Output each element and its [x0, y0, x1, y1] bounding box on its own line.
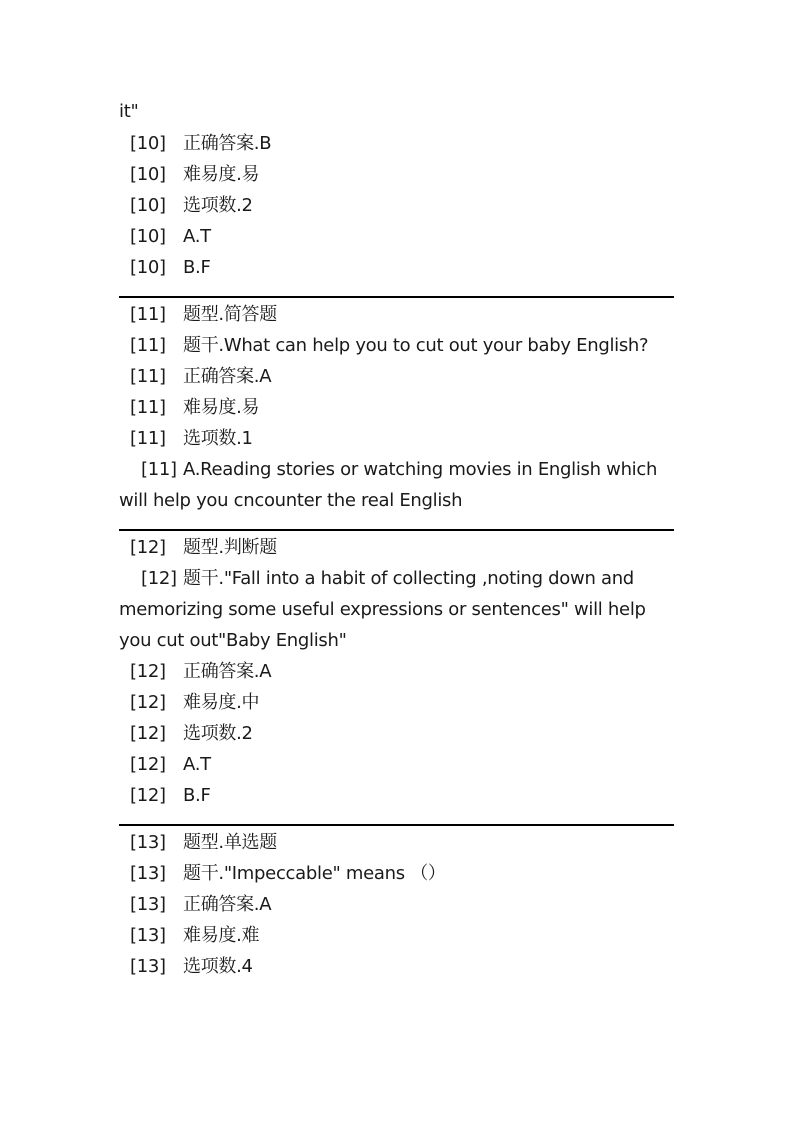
field-text: 题型.简答题	[183, 304, 277, 325]
field-text: 难易度.易	[183, 397, 260, 418]
question-number: [11]	[141, 459, 177, 480]
field-line	[119, 749, 674, 780]
field-text: 难易度.难	[183, 925, 260, 946]
field-text: 选项数.2	[183, 195, 253, 216]
field-line	[119, 858, 674, 889]
question-number: [12]	[130, 754, 166, 775]
question-number: [12]	[141, 568, 177, 589]
question-number: [12]	[130, 537, 166, 558]
question-number: [12]	[130, 723, 166, 744]
question-number: [10]	[130, 257, 166, 278]
field-line	[119, 128, 674, 159]
question-number: [12]	[130, 661, 166, 682]
field-line	[119, 330, 674, 361]
field-text: 选项数.1	[183, 428, 253, 449]
question-number: [13]	[130, 863, 166, 884]
question-number: [11]	[130, 304, 166, 325]
field-line	[119, 252, 674, 283]
field-text: 正确答案.A	[183, 661, 272, 682]
field-line	[119, 392, 674, 423]
field-text: 正确答案.A	[183, 366, 272, 387]
question-number: [11]	[130, 366, 166, 387]
field-text: 选项数.2	[183, 723, 253, 744]
field-text: 题型.单选题	[183, 832, 277, 853]
question-number: [13]	[130, 925, 166, 946]
field-text: 选项数.4	[183, 956, 253, 977]
question-number: [13]	[130, 832, 166, 853]
field-line	[119, 718, 674, 749]
document-page	[119, 96, 674, 982]
field-line	[119, 299, 674, 330]
field-line	[119, 563, 674, 656]
field-line	[119, 889, 674, 920]
field-line	[119, 656, 674, 687]
field-line	[119, 687, 674, 718]
field-line	[119, 190, 674, 221]
question-number: [10]	[130, 195, 166, 216]
field-line	[119, 454, 674, 516]
field-line	[119, 159, 674, 190]
field-text: 题干."Fall into a habit of collecting ,noting down and memorizing some useful expressions or sentences" will help you cut out"Baby English"	[119, 568, 646, 651]
field-line	[119, 951, 674, 982]
field-line	[119, 532, 674, 563]
question-number: [13]	[130, 956, 166, 977]
field-text: 题干."Impeccable" means （）	[183, 863, 446, 884]
continued-text: it"	[119, 101, 139, 122]
field-text: A.T	[183, 226, 211, 247]
field-text: 正确答案.B	[183, 133, 272, 154]
field-text: B.F	[183, 785, 211, 806]
question-block-12	[119, 531, 674, 811]
field-line	[119, 361, 674, 392]
field-text: A.T	[183, 754, 211, 775]
field-text: 正确答案.A	[183, 894, 272, 915]
question-number: [12]	[130, 785, 166, 806]
field-text: 难易度.中	[183, 692, 260, 713]
question-number: [11]	[130, 335, 166, 356]
field-text: 题干.What can help you to cut out your baby English?	[183, 335, 649, 356]
question-number: [10]	[130, 226, 166, 247]
field-text: B.F	[183, 257, 211, 278]
question-number: [11]	[130, 397, 166, 418]
question-block-10	[119, 127, 674, 283]
field-text: A.Reading stories or watching movies in English which will help you cncounter the real English	[119, 459, 658, 511]
field-line	[119, 780, 674, 811]
question-number: [10]	[130, 133, 166, 154]
field-line	[119, 423, 674, 454]
field-line	[119, 827, 674, 858]
question-block-11	[119, 298, 674, 516]
question-number: [12]	[130, 692, 166, 713]
question-block-13	[119, 826, 674, 982]
field-line	[119, 920, 674, 951]
field-line	[119, 221, 674, 252]
question-number: [10]	[130, 164, 166, 185]
question-number: [13]	[130, 894, 166, 915]
question-number: [11]	[130, 428, 166, 449]
field-text: 题型.判断题	[183, 537, 277, 558]
field-text: 难易度.易	[183, 164, 260, 185]
